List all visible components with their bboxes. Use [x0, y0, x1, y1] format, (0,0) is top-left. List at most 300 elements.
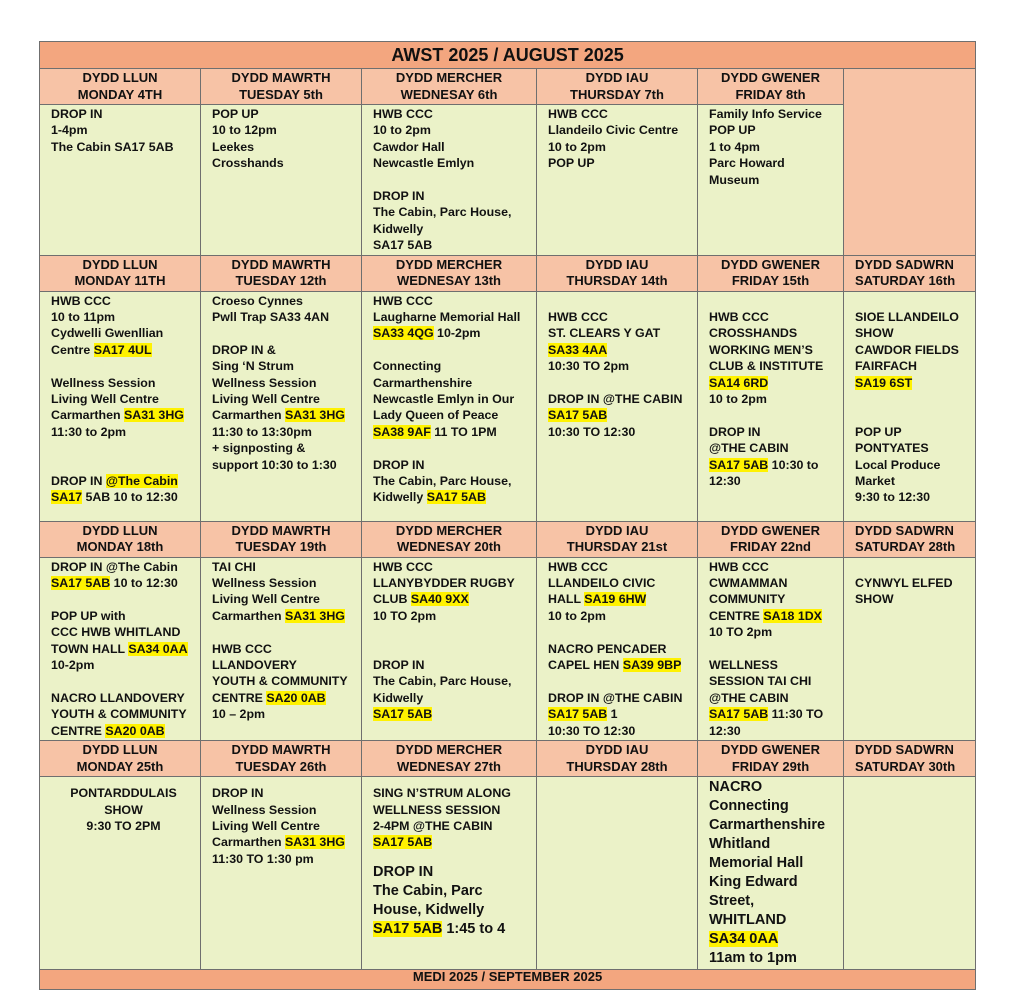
event-text: WELLNESS SESSION — [373, 802, 501, 817]
day-cell — [844, 291, 976, 521]
postcode-highlight: SA31 3HG — [285, 408, 345, 423]
event-line — [548, 424, 693, 440]
event-text: Croeso Cynnes — [212, 293, 303, 308]
event-text: SHOW — [104, 802, 143, 817]
event-text: 12:30 — [709, 723, 741, 738]
event-text: @THE CABIN — [709, 690, 789, 705]
event-text: 10-2pm — [433, 326, 481, 341]
event-text: 10 TO 2pm — [709, 625, 773, 640]
event-line — [212, 624, 357, 640]
event-line — [51, 624, 196, 640]
event-text: TAI CHI — [212, 559, 256, 574]
day-header: DYDD LLUN MONDAY 11TH — [40, 255, 201, 291]
day-cell — [201, 557, 362, 740]
event-text: Newcastle Emlyn — [373, 156, 475, 171]
event-text: Wellness Session — [212, 802, 317, 817]
event-line — [709, 575, 839, 591]
event-text: NACRO PENCADER — [548, 641, 667, 656]
event-line — [855, 391, 971, 407]
event-text: The Cabin, Parc House, — [373, 674, 512, 689]
event-line — [51, 457, 196, 473]
event-line — [373, 624, 532, 640]
title-row — [40, 42, 976, 69]
event-text: 1-4pm — [51, 123, 88, 138]
event-text: POP UP with — [51, 608, 126, 623]
event-line — [212, 325, 357, 341]
event-text: 1 to 4pm — [709, 139, 760, 154]
event-text: HWB CCC — [212, 641, 272, 656]
event-line — [373, 391, 532, 407]
next-month-title: MEDI 2025 / SEPTEMBER 2025 — [40, 970, 976, 990]
event-text: 10 to 11pm — [51, 310, 116, 325]
event-text: 10 to 2pm — [548, 608, 606, 623]
event-line — [373, 424, 532, 440]
event-text: Connecting — [373, 359, 442, 374]
event-line — [373, 188, 532, 204]
event-text: Newcastle Emlyn in Our — [373, 392, 515, 407]
event-line — [373, 690, 532, 706]
event-line — [373, 641, 532, 657]
event-line — [373, 863, 532, 882]
event-line — [373, 818, 532, 834]
postcode-highlight: SA17 5AB — [426, 490, 486, 505]
event-line — [855, 342, 971, 358]
event-line — [709, 559, 839, 575]
day-cell — [201, 291, 362, 521]
event-text: NACRO — [709, 779, 763, 796]
event-line — [212, 122, 357, 138]
event-text: Carmarthenshire — [709, 817, 826, 834]
event-text: LLANDOVERY — [212, 658, 297, 673]
event-line — [212, 155, 357, 171]
event-text: Cydwelli Gwenllian — [51, 326, 164, 341]
event-line — [548, 673, 693, 689]
event-line — [855, 559, 971, 575]
event-line — [855, 375, 971, 391]
event-line — [373, 673, 532, 689]
postcode-highlight: SA17 5AB — [373, 707, 433, 722]
day-header: DYDD IAU THURSDAY 14th — [537, 255, 698, 291]
event-text: Carmarthen — [51, 408, 124, 423]
event-line — [212, 608, 357, 624]
event-line — [51, 802, 196, 818]
event-line — [548, 375, 693, 391]
event-text: Carmarthen — [212, 835, 285, 850]
event-text: CENTRE — [212, 690, 267, 705]
event-text: Connecting — [709, 798, 789, 815]
week-1-header — [40, 69, 976, 105]
event-line — [855, 358, 971, 374]
event-line — [51, 608, 196, 624]
event-line — [709, 172, 839, 188]
event-line — [548, 139, 693, 155]
day-header: DYDD GWENER FRIDAY 15th — [698, 255, 844, 291]
event-text: Carmarthen — [212, 608, 285, 623]
postcode-highlight: SA40 9XX — [410, 592, 469, 607]
event-text: 11 TO 1PM — [430, 424, 497, 439]
event-line — [548, 122, 693, 138]
event-line — [709, 309, 839, 325]
postcode-highlight: SA14 6RD — [709, 375, 769, 390]
event-text: The Cabin, Parc House, — [373, 205, 512, 220]
day-cell — [698, 557, 844, 740]
event-text: DROP IN — [709, 424, 761, 439]
event-line — [51, 641, 196, 657]
event-line — [709, 930, 839, 949]
event-line — [51, 342, 196, 358]
event-text: 12:30 — [709, 474, 741, 489]
week-1-body — [40, 105, 976, 256]
event-text: SESSION TAI CHI — [709, 674, 812, 689]
event-text: Sing ‘N Strum — [212, 359, 294, 374]
postcode-highlight: SA31 3HG — [124, 408, 184, 423]
day-cell — [201, 105, 362, 256]
event-line — [709, 591, 839, 607]
event-line — [373, 358, 532, 374]
event-line — [709, 608, 839, 624]
event-text: HWB CCC — [548, 107, 608, 121]
event-line — [373, 785, 532, 801]
event-line — [212, 641, 357, 657]
event-text: 1:45 to 4 — [442, 920, 506, 937]
event-text: CENTRE — [51, 723, 106, 738]
event-line — [51, 139, 196, 155]
day-header: DYDD GWENER FRIDAY 8th — [698, 69, 844, 105]
event-text: Laugharne Memorial Hall — [373, 310, 521, 325]
event-line — [709, 873, 839, 892]
event-line — [548, 106, 693, 122]
event-line — [373, 325, 532, 341]
postcode-highlight: SA31 3HG — [285, 608, 345, 623]
event-line — [212, 851, 357, 867]
event-line — [548, 690, 693, 706]
event-line — [709, 106, 839, 122]
event-line — [212, 575, 357, 591]
event-line — [373, 457, 532, 473]
event-text: PONTARDDULAIS — [70, 786, 177, 801]
day-header: DYDD MAWRTH TUESDAY 19th — [201, 521, 362, 557]
event-line — [548, 575, 693, 591]
event-line — [373, 440, 532, 456]
day-cell — [844, 557, 976, 740]
event-text: DROP IN — [373, 189, 425, 204]
day-header: DYDD SADWRN SATURDAY 28th — [844, 521, 976, 557]
event-text: DROP IN — [51, 474, 106, 489]
event-line — [373, 559, 532, 575]
postcode-highlight: SA17 5AB — [709, 707, 769, 722]
event-text: PONTYATES — [855, 441, 929, 456]
event-line — [709, 424, 839, 440]
week-4-body — [40, 777, 976, 970]
page-title: AWST 2025 / AUGUST 2025 — [40, 42, 976, 69]
event-text: Memorial Hall — [709, 855, 804, 872]
day-cell — [362, 105, 537, 256]
event-text: DROP IN — [51, 107, 103, 121]
day-cell — [844, 777, 976, 970]
event-text: CLUB & INSTITUTE — [709, 359, 824, 374]
event-line — [373, 172, 532, 188]
event-text: HWB CCC — [373, 293, 433, 308]
event-text: 10 to 12pm — [212, 123, 277, 138]
event-text: Living Well Centre — [212, 818, 320, 833]
postcode-highlight: SA17 4UL — [93, 342, 152, 357]
event-text: CYNWYL ELFED — [855, 576, 953, 591]
event-text: CROSSHANDS — [709, 326, 798, 341]
postcode-highlight: SA17 5AB — [548, 707, 608, 722]
event-line — [51, 785, 196, 801]
event-text: YOUTH & COMMUNITY — [51, 707, 187, 722]
event-text: Parc Howard — [709, 156, 785, 171]
event-text: Whitland — [709, 836, 771, 853]
event-line — [709, 911, 839, 930]
event-line — [548, 608, 693, 624]
event-line — [548, 342, 693, 358]
event-line — [373, 802, 532, 818]
event-line — [855, 440, 971, 456]
event-text: 10:30 TO 12:30 — [548, 723, 636, 738]
event-text: LLANYBYDDER RUGBY — [373, 576, 515, 591]
event-line — [548, 641, 693, 657]
event-line — [709, 440, 839, 456]
event-text: DROP IN — [373, 863, 434, 880]
day-cell — [698, 291, 844, 521]
event-line — [548, 293, 693, 309]
event-line — [548, 325, 693, 341]
event-line — [212, 293, 357, 309]
event-line — [373, 901, 532, 920]
event-line — [709, 155, 839, 171]
event-text: SHOW — [855, 326, 894, 341]
event-line — [855, 424, 971, 440]
postcode-highlight: SA17 5AB — [51, 576, 111, 591]
event-text: POP UP — [709, 123, 756, 138]
event-line — [51, 325, 196, 341]
event-text: HALL — [548, 592, 585, 607]
day-header: DYDD MERCHER WEDNESAY 20th — [362, 521, 537, 557]
event-text: 11:30 TO 1:30 pm — [212, 851, 314, 866]
event-line — [51, 657, 196, 673]
event-line — [548, 559, 693, 575]
event-line — [51, 723, 196, 739]
event-line — [855, 575, 971, 591]
event-text: DROP IN — [212, 786, 264, 801]
event-line — [212, 690, 357, 706]
event-text: Family Info Service — [709, 107, 822, 121]
day-header: DYDD MERCHER WEDNESAY 6th — [362, 69, 537, 105]
event-line — [373, 106, 532, 122]
spacer — [373, 851, 532, 863]
event-text: + signposting & — [212, 441, 306, 456]
event-text: The Cabin, Parc — [373, 882, 483, 899]
event-line — [373, 489, 532, 505]
day-header: DYDD SADWRN SATURDAY 30th — [844, 741, 976, 777]
event-line — [709, 657, 839, 673]
event-line — [373, 342, 532, 358]
event-line — [51, 122, 196, 138]
event-line — [709, 473, 839, 489]
day-header: DYDD LLUN MONDAY 18th — [40, 521, 201, 557]
event-line — [51, 591, 196, 607]
event-line — [51, 358, 196, 374]
event-line — [51, 706, 196, 722]
day-header: DYDD IAU THURSDAY 28th — [537, 741, 698, 777]
event-line — [709, 641, 839, 657]
next-month-row — [40, 970, 976, 990]
event-text: 10:30 to — [768, 457, 819, 472]
event-text: Pwll Trap SA33 4AN — [212, 310, 330, 325]
event-text: Wellness Session — [212, 576, 317, 591]
event-text: 10 TO 2pm — [373, 608, 437, 623]
day-header: DYDD MAWRTH TUESDAY 12th — [201, 255, 362, 291]
event-text: WORKING MEN’S — [709, 342, 813, 357]
event-text: DROP IN @THE CABIN — [548, 392, 683, 407]
event-text: Wellness Session — [51, 375, 156, 390]
event-text: HWB CCC — [51, 293, 111, 308]
event-line — [373, 657, 532, 673]
event-text: ST. CLEARS Y GAT — [548, 326, 661, 341]
event-line — [709, 391, 839, 407]
day-cell — [537, 291, 698, 521]
event-line — [548, 391, 693, 407]
event-line — [212, 375, 357, 391]
event-line — [709, 139, 839, 155]
event-text: 11:30 to 13:30pm — [212, 424, 312, 439]
event-line — [855, 293, 971, 309]
event-line — [709, 892, 839, 911]
week-2-header — [40, 255, 976, 291]
event-line — [51, 440, 196, 456]
event-text: POP UP — [855, 424, 902, 439]
event-text: Carmarthen — [212, 408, 285, 423]
day-header: DYDD LLUN MONDAY 25th — [40, 741, 201, 777]
event-text: 10-2pm — [51, 658, 95, 673]
event-text: @THE CABIN — [709, 441, 789, 456]
event-text: LLANDEILO CIVIC — [548, 576, 656, 591]
event-text: Wellness Session — [212, 375, 317, 390]
event-line — [709, 690, 839, 706]
event-line — [373, 237, 532, 253]
day-cell — [40, 105, 201, 256]
event-line — [709, 797, 839, 816]
day-header: DYDD GWENER FRIDAY 29th — [698, 741, 844, 777]
event-text: 2-4PM @THE CABIN — [373, 818, 493, 833]
event-text: Street, — [709, 893, 755, 910]
event-text: 10:30 TO 2pm — [548, 359, 630, 374]
event-text: Living Well Centre — [51, 392, 159, 407]
day-cell — [698, 777, 844, 970]
event-text: HWB CCC — [709, 559, 769, 574]
event-text: POP UP — [548, 156, 595, 171]
event-text: 10:30 TO 12:30 — [548, 424, 636, 439]
event-text: Market — [855, 474, 895, 489]
event-line — [51, 391, 196, 407]
event-text: House, Kidwelly — [373, 901, 485, 918]
event-line — [373, 706, 532, 722]
event-text: SHOW — [855, 592, 894, 607]
postcode-highlight: SA20 0AB — [266, 690, 326, 705]
event-text: DROP IN — [373, 457, 425, 472]
event-text: The Cabin, Parc House, — [373, 474, 512, 489]
event-line — [212, 785, 357, 801]
event-line — [373, 221, 532, 237]
event-line — [373, 375, 532, 391]
postcode-highlight: SA39 9BP — [622, 658, 682, 673]
event-line — [212, 139, 357, 155]
event-text: 5AB 10 to 12:30 — [82, 490, 178, 505]
event-text: DROP IN @The Cabin — [51, 559, 178, 574]
event-text: CAWDOR FIELDS — [855, 342, 959, 357]
event-line — [51, 407, 196, 423]
day-cell — [537, 777, 698, 970]
postcode-highlight: SA17 5AB — [548, 408, 608, 423]
event-text: CLUB — [373, 592, 411, 607]
event-text: 11:30 to 2pm — [51, 424, 127, 439]
event-line — [855, 325, 971, 341]
event-text: The Cabin SA17 5AB — [51, 139, 174, 154]
day-cell — [40, 557, 201, 740]
event-text: 9:30 TO 2PM — [86, 818, 161, 833]
event-line — [51, 424, 196, 440]
event-text: 10 – 2pm — [212, 707, 266, 722]
day-header: DYDD IAU THURSDAY 21st — [537, 521, 698, 557]
day-cell — [537, 557, 698, 740]
postcode-highlight: SA17 5AB — [709, 457, 769, 472]
event-line — [709, 293, 839, 309]
event-line — [212, 657, 357, 673]
event-line — [212, 391, 357, 407]
event-text: DROP IN & — [212, 342, 276, 357]
event-line — [548, 723, 693, 739]
event-text: support 10:30 to 1:30 — [212, 457, 337, 472]
event-text: TOWN HALL — [51, 641, 129, 656]
event-text: HWB CCC — [709, 310, 769, 325]
event-text: CWMAMMAN — [709, 576, 788, 591]
event-text: DROP IN @THE CABIN — [548, 690, 683, 705]
event-line — [212, 342, 357, 358]
event-line — [373, 920, 532, 939]
event-line — [709, 358, 839, 374]
postcode-highlight: SA17 5AB — [373, 920, 443, 937]
event-line — [212, 309, 357, 325]
event-line — [855, 489, 971, 505]
event-line — [373, 608, 532, 624]
event-line — [548, 155, 693, 171]
event-line — [373, 122, 532, 138]
event-line — [212, 591, 357, 607]
event-line — [709, 816, 839, 835]
event-line — [855, 309, 971, 325]
event-line — [51, 559, 196, 575]
event-line — [709, 624, 839, 640]
event-line — [709, 723, 839, 739]
day-header: DYDD MAWRTH TUESDAY 5th — [201, 69, 362, 105]
week-4-header — [40, 741, 976, 777]
event-line — [212, 802, 357, 818]
day-cell — [201, 777, 362, 970]
day-cell — [698, 105, 844, 256]
event-text: Cawdor Hall — [373, 139, 445, 154]
event-text: WELLNESS — [709, 658, 778, 673]
event-text: Living Well Centre — [212, 592, 320, 607]
event-line — [51, 575, 196, 591]
event-line — [373, 293, 532, 309]
postcode-highlight: SA33 4QG — [373, 326, 434, 341]
event-line — [709, 122, 839, 138]
week-3-body — [40, 557, 976, 740]
postcode-highlight: SA18 1DX — [763, 608, 822, 623]
day-header: DYDD SADWRN SATURDAY 16th — [844, 255, 976, 291]
event-line — [855, 407, 971, 423]
